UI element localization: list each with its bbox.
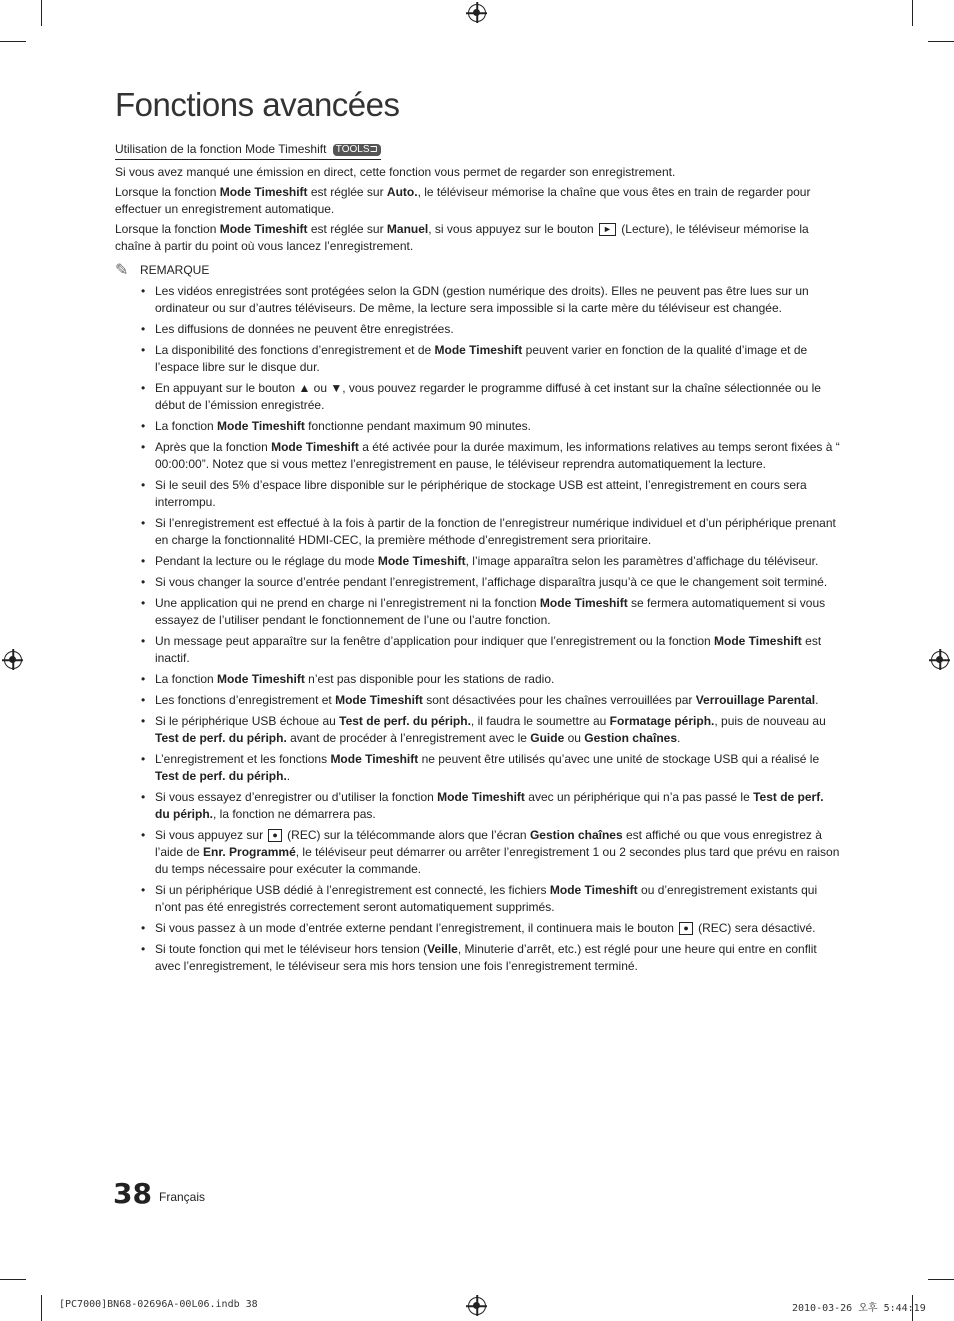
bold-term: Mode Timeshift — [335, 693, 423, 707]
bold-term: Mode Timeshift — [330, 752, 419, 766]
bold-term: Gestion chaînes — [584, 731, 677, 745]
bold-term: Mode Timeshift — [437, 790, 525, 804]
bold-term: Formatage périph. — [609, 714, 715, 728]
note-label: REMARQUE — [140, 263, 210, 277]
bold-term: Mode Timeshift — [217, 672, 305, 686]
list-item: • Si toute fonction qui met le téléviseur hors tension (Veille, Minuterie d’arrêt, etc.) est réglé pour une heure qui entre en conflit avec l’enregistrement, le téléviseur sera mis hors tension une fois l’enregistrement terminé. — [155, 941, 840, 975]
bold-term: Verrouillage Parental — [695, 693, 816, 707]
intro-paragraphs — [115, 164, 840, 255]
list-item: • Les vidéos enregistrées sont protégées selon la GDN (gestion numérique des droits). Elles ne peuvent pas être lues sur un ordinateur ou sur d’autres téléviseurs. De même, la lecture sera impossible si la carte mère du téléviseur est changée. — [155, 283, 840, 317]
list-item: • En appuyant sur le bouton ▲ ou ▼, vous pouvez regarder le programme diffusé à cet instant sur la chaîne sélectionnée ou le début de l’émission enregistrée. — [155, 380, 840, 414]
section-heading-text: Utilisation de la fonction Mode Timeshift — [115, 142, 327, 156]
record-button-icon: ● — [679, 922, 692, 935]
intro-paragraph: Lorsque la fonction Mode Timeshift est réglée sur Auto., le téléviseur mémorise la chaîne que vous êtes en train de regarder pour effectuer un enregistrement automatique. — [115, 185, 811, 216]
tools-badge — [333, 144, 381, 156]
intro-paragraph: Lorsque la fonction Mode Timeshift est réglée sur Manuel, si vous appuyez sur le bouton ► (Lecture), le téléviseur mémorise la chaîne à partir du point où vous lancez l’enregistrement. — [115, 222, 809, 253]
bold-term: Mode Timeshift — [217, 419, 305, 433]
record-button-icon: ● — [268, 829, 281, 842]
bold-term: Mode Timeshift — [714, 634, 802, 648]
bold-term: Test de perf. du périph. — [155, 769, 287, 783]
section-heading — [115, 141, 381, 160]
registration-mark-icon — [468, 1297, 486, 1315]
tools-icon: ⊐ — [369, 144, 378, 155]
tools-badge-label: TOOLS — [335, 144, 370, 155]
list-item: • Une application qui ne prend en charge ni l’enregistrement ni la fonction Mode Timeshift se fermera automatiquement si vous essayez de l’utiliser pendant le fonctionnement de l’une ou l’autre fonction. — [155, 595, 840, 629]
list-item: • Un message peut apparaître sur la fenêtre d’application pour indiquer que l’enregistrement ou la fonction Mode Timeshift est inactif. — [155, 633, 840, 667]
bold-term: Test de perf. du périph. — [155, 790, 824, 821]
list-item: • Pendant la lecture ou le réglage du mode Mode Timeshift, l’image apparaîtra selon les paramètres d’affichage du téléviseur. — [155, 553, 840, 570]
list-item: • Si vous changer la source d’entrée pendant l’enregistrement, l’affichage disparaîtra jusqu’à ce que le changement soit terminé. — [155, 574, 840, 591]
list-item: • Si vous passez à un mode d’entrée externe pendant l’enregistrement, il continuera mais le bouton ● (REC) sera désactivé. — [155, 920, 840, 937]
crop-mark — [0, 1279, 26, 1280]
bold-term: Veille — [427, 942, 458, 956]
crop-mark — [41, 1295, 42, 1321]
registration-mark-icon — [4, 651, 22, 669]
bold-term: Test de perf. du périph. — [339, 714, 471, 728]
intro-paragraph: Si vous avez manqué une émission en direct, cette fonction vous permet de regarder son enregistrement. — [115, 165, 676, 179]
list-item: • Si un périphérique USB dédié à l’enregistrement est connecté, les fichiers Mode Timeshift ou d’enregistrement existants qui n’ont pas été enregistrés correctement seront automatiquement supprimés. — [155, 882, 840, 916]
play-button-icon: ► — [599, 223, 616, 236]
list-item: • Si l’enregistrement est effectué à la fois à partir de la fonction de l’enregistreur numérique individuel et d’un périphérique prenant en charge la fonctionnalité HDMI-CEC, la première méthode d’enregistrement sera prioritaire. — [155, 515, 840, 549]
list-item: • La fonction Mode Timeshift n’est pas disponible pour les stations de radio. — [155, 671, 840, 688]
footer-file-info: [PC7000]BN68-02696A-00L06.indb 38 — [59, 1299, 258, 1310]
bold-term: Enr. Programmé — [203, 845, 296, 859]
list-item: • Si vous essayez d’enregistrer ou d’utiliser la fonction Mode Timeshift avec un périphérique qui n’a pas passé le Test de perf. du périph., la fonction ne démarrera pas. — [155, 789, 840, 823]
page-content — [115, 141, 840, 979]
pencil-note-icon: ✎ — [115, 262, 129, 279]
crop-mark — [912, 0, 913, 26]
bold-term: Mode Timeshift — [539, 596, 628, 610]
list-item: • Si le seuil des 5% d’espace libre disponible sur le périphérique de stockage USB est atteint, l’enregistrement en cours sera interrompu. — [155, 477, 840, 511]
list-item: • La fonction Mode Timeshift fonctionne pendant maximum 90 minutes. — [155, 418, 840, 435]
page-title: Fonctions avancées — [115, 86, 400, 123]
bold-term: Mode Timeshift — [377, 554, 466, 568]
bold-term: Mode Timeshift — [271, 440, 359, 454]
bold-term: Auto. — [386, 185, 418, 199]
crop-mark — [41, 0, 42, 26]
crop-mark — [928, 41, 954, 42]
registration-mark-icon — [468, 4, 486, 22]
list-item: • Les diffusions de données ne peuvent être enregistrées. — [155, 321, 840, 338]
page-number: 38 — [113, 1177, 152, 1210]
list-item: • Si vous appuyez sur ● (REC) sur la télécommande alors que l’écran Gestion chaînes est affiché ou que vous enregistrez à l’aide de Enr. Programmé, le téléviseur peut démarrer ou arrêter l’enregistrement 1 ou 2 secondes plus tard que prévu en raison du temps nécessaire pour exécuter la commande. — [155, 827, 840, 878]
list-item: • Si le périphérique USB échoue au Test de perf. du périph., il faudra le soumettre au Formatage périph., puis de nouveau au Test de perf. du périph. avant de procéder à l’enregistrement avec le Guide ou Gestion chaînes. — [155, 713, 840, 747]
list-item: • Les fonctions d’enregistrement et Mode Timeshift sont désactivées pour les chaînes verrouillées par Verrouillage Parental. — [155, 692, 840, 709]
bold-term: Mode Timeshift — [219, 222, 308, 236]
bold-term: Guide — [530, 731, 565, 745]
list-item: • La disponibilité des fonctions d’enregistrement et de Mode Timeshift peuvent varier en fonction de la qualité d’image et de l’espace libre sur le disque dur. — [155, 342, 840, 376]
footer-date: 2010-03-26 오후 5:44:19 — [792, 1303, 926, 1314]
bold-term: Mode Timeshift — [219, 185, 308, 199]
bold-term: Mode Timeshift — [434, 343, 523, 357]
bold-term: Manuel — [386, 222, 429, 236]
list-item: • Après que la fonction Mode Timeshift a été activée pour la durée maximum, les informations relatives au temps seront fixées à “ 00:00:00”. Notez que si vous mettez l’enregistrement en pause, le téléviseur reprendra automatiquement la lecture. — [155, 439, 840, 473]
list-item: • L’enregistrement et les fonctions Mode Timeshift ne peuvent être utilisés qu’avec une unité de stockage USB qui a réalisé le Test de perf. du périph.. — [155, 751, 840, 785]
page-language: Français — [159, 1190, 206, 1204]
registration-mark-icon — [931, 651, 949, 669]
bold-term: Test de perf. du périph. — [155, 731, 287, 745]
bold-term: Mode Timeshift — [549, 883, 638, 897]
note-heading — [115, 262, 840, 279]
bold-term: Gestion chaînes — [529, 828, 623, 842]
crop-mark — [0, 41, 26, 42]
crop-mark — [928, 1279, 954, 1280]
note-list — [115, 283, 840, 975]
